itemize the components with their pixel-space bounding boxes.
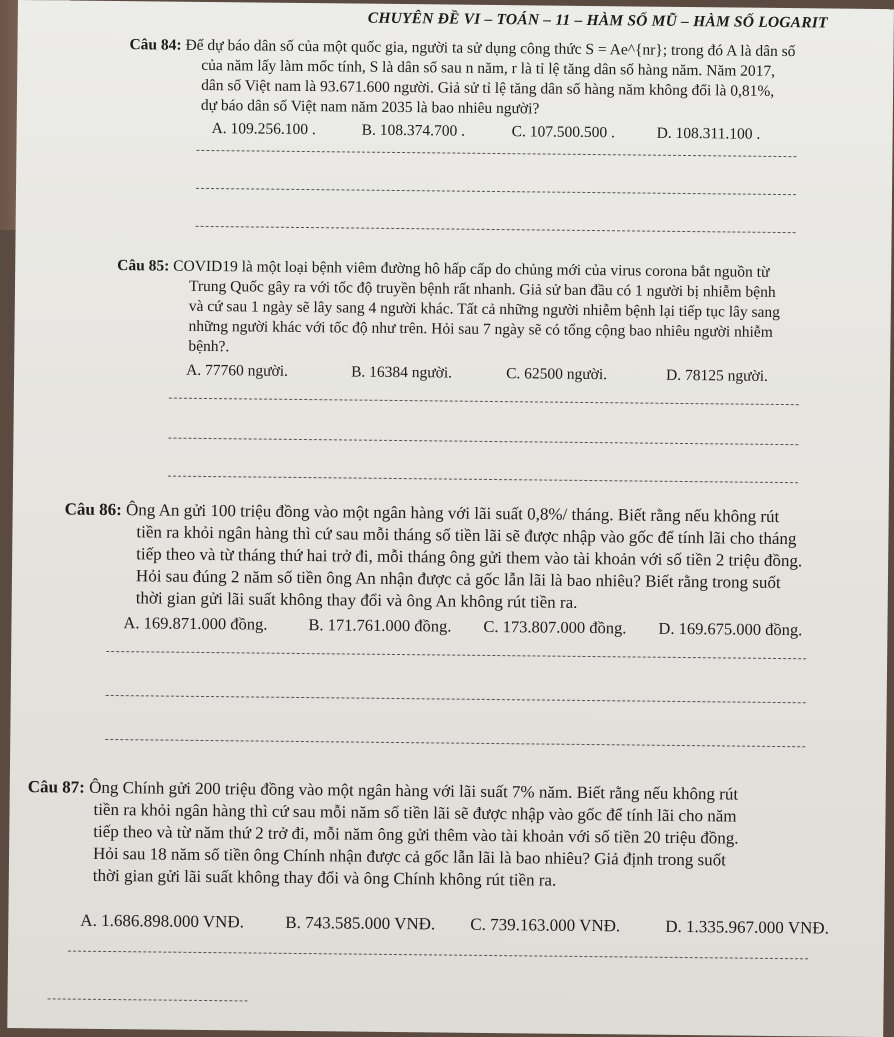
- question-text-line: Trung Quốc gây ra với tốc độ truyền bệnh rất nhanh. Giả sử ban đầu có 1 người bị nhiễm bệnh: [188, 277, 776, 301]
- answer-line: [48, 998, 248, 1001]
- question-text-line: Hỏi sau 18 năm số tiền ông Chính nhận được cả gốc lẫn lãi là bao nhiêu? Giả định trong suốt: [92, 843, 727, 870]
- option-a[interactable]: A. 169.871.000 đồng.: [123, 613, 268, 634]
- question-text-line: tiền ra khỏi ngân hàng thì cứ sau mỗi tháng số tiền lãi sẽ được nhập vào gốc để tính lãi cho tháng: [136, 522, 797, 549]
- option-c[interactable]: C. 173.807.000 đồng.: [483, 616, 627, 638]
- question-86: [64, 499, 855, 617]
- answer-options-87: [80, 911, 829, 939]
- option-b[interactable]: B. 108.374.700 .: [361, 121, 466, 140]
- answer-line: [68, 951, 808, 960]
- question-text-line: Để dự báo dân số của một quốc gia, người ta sử dụng công thức S = Ae^{nr}; trong đó A là dân số: [185, 36, 796, 61]
- question-84: [129, 35, 830, 122]
- answer-line: [168, 438, 798, 446]
- answer-line: [196, 188, 796, 195]
- option-d[interactable]: D. 1.335.967.000 VNĐ.: [665, 916, 829, 938]
- option-b[interactable]: B. 16384 người.: [351, 363, 453, 382]
- question-text-line: thời gian gửi lãi suất không thay đổi và ông An không rút tiền ra.: [135, 588, 578, 612]
- question-text-line: Ông An gửi 100 triệu đồng vào một ngân hàng với lãi suất 0,8%/ tháng. Biết rằng nếu không rút: [125, 500, 780, 526]
- question-text-line: Ông Chính gửi 200 triệu đồng vào một ngân hàng với lãi suất 7% năm. Biết rằng nếu không rút: [89, 777, 739, 804]
- option-c[interactable]: C. 107.500.500 .: [511, 123, 616, 142]
- answer-line: [168, 476, 798, 484]
- question-text-line: tiếp theo và từ năm thứ 2 trở đi, mỗi năm ông gửi thêm vào tài khoản với số tiền 20 triệu đồng.: [93, 821, 739, 848]
- question-label: Câu 86:: [64, 499, 122, 520]
- option-b[interactable]: B. 743.585.000 VNĐ.: [285, 912, 436, 934]
- question-label: Câu 87:: [27, 777, 86, 797]
- worksheet-page: [7, 0, 894, 1037]
- question-label: Câu 84:: [129, 36, 182, 54]
- question-text-line: của năm lấy làm mốc tính, S là dân số sau n năm, r là tỉ lệ tăng dân số hàng năm. Năm 2017,: [201, 56, 776, 80]
- question-87: [27, 776, 858, 895]
- option-c[interactable]: C. 739.163.000 VNĐ.: [470, 914, 621, 936]
- page-header: CHUYÊN ĐỀ VI – TOÁN – 11 – HÀM SỐ MŨ – HÀM SỐ LOGARIT: [367, 9, 828, 32]
- question-text-line: tiếp theo và từ tháng thứ hai trở đi, mỗi tháng ông gửi them vào tài khoản với số tiền 2 triệu đồng.: [136, 544, 803, 571]
- option-d[interactable]: D. 78125 người.: [666, 366, 769, 385]
- question-text-line: Hỏi sau đúng 2 năm số tiền ông An nhận được cả gốc lẫn lãi là bao nhiêu? Biết rằng trong suốt: [135, 566, 781, 593]
- question-text-line: bệnh?.: [188, 337, 230, 356]
- answer-line: [105, 739, 805, 747]
- option-d[interactable]: D. 108.311.100 .: [656, 124, 761, 143]
- answer-line: [169, 398, 799, 406]
- question-text-line: và cứ sau 1 ngày sẽ lây sang 4 người khác. Tất cả những người nhiễm bệnh lại tiếp tục lây sang: [188, 297, 781, 321]
- answer-options-84: [212, 120, 761, 144]
- question-text-line: những người khác với tốc độ như trên. Hỏi sau 7 ngày sẽ có tổng cộng bao nhiêu người nhiễm: [188, 317, 773, 341]
- option-c[interactable]: C. 62500 người.: [506, 365, 608, 384]
- answer-options-85: [186, 362, 768, 386]
- question-label: Câu 85:: [117, 257, 170, 275]
- answer-line: [106, 695, 806, 703]
- question-text-line: dự báo dân số Việt nam năm 2035 là bao nhiêu người?: [200, 96, 540, 118]
- question-85: [116, 256, 827, 363]
- answer-line: [196, 226, 796, 233]
- option-b[interactable]: B. 171.761.000 đồng.: [308, 615, 452, 636]
- question-text-line: COVID19 là một loại bệnh viêm đường hô hấp cấp do chủng mới của virus corona bắt nguồn từ: [173, 257, 770, 281]
- answer-options-86: [123, 613, 802, 640]
- answer-line: [106, 651, 806, 659]
- option-a[interactable]: A. 77760 người.: [186, 361, 289, 380]
- question-text-line: thời gian gửi lãi suất không thay đổi và ông Chính không rút tiền ra.: [92, 865, 557, 890]
- option-a[interactable]: A. 1.686.898.000 VNĐ.: [80, 910, 245, 932]
- answer-line: [196, 150, 796, 157]
- option-d[interactable]: D. 169.675.000 đồng.: [658, 618, 803, 640]
- option-a[interactable]: A. 109.256.100 .: [211, 120, 316, 139]
- question-text-line: tiền ra khỏi ngân hàng thì cứ sau mỗi năm số tiền lãi sẽ được nhập vào gốc để tính lãi cho năm: [93, 799, 737, 826]
- question-text-line: dân số Việt nam là 93.671.600 người. Giả sử tỉ lệ tăng dân số hàng năm không đổi là 0,81%,: [201, 76, 775, 100]
